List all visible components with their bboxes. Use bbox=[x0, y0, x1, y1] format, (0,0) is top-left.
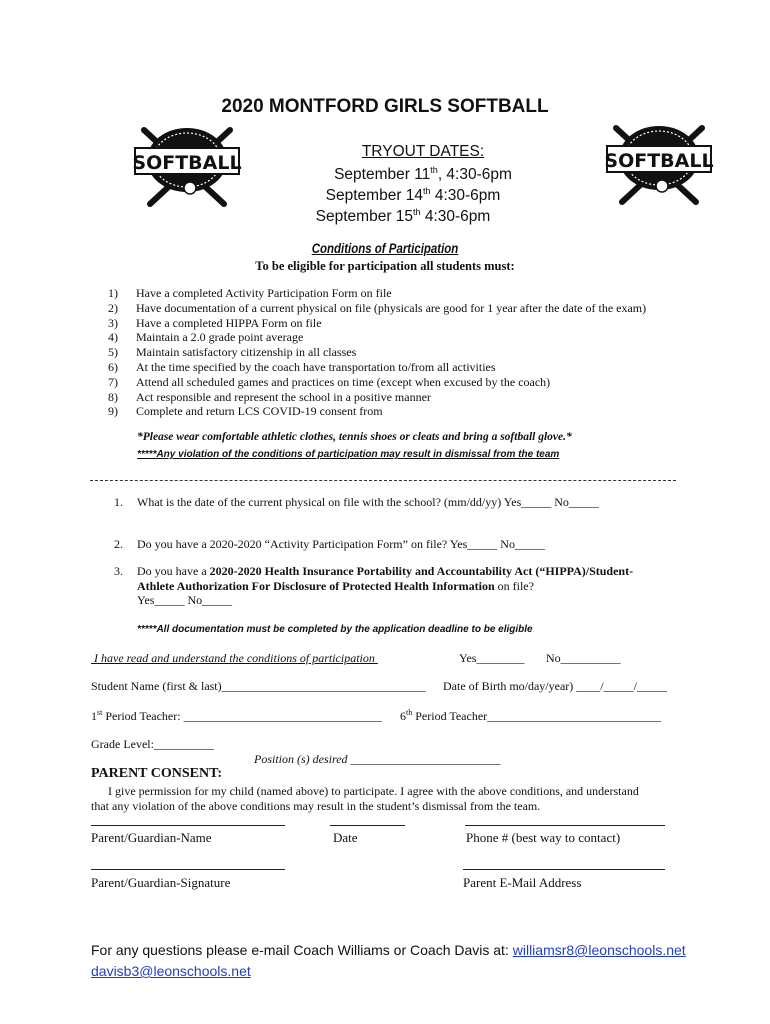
question-2: 2. Do you have a 2020-2020 “Activity Participation Form” on file? Yes_____ No_____ bbox=[114, 537, 545, 551]
question-3-answer: Yes_____ No_____ bbox=[137, 593, 233, 607]
date-label: Date bbox=[333, 830, 358, 845]
acknowledge-yes[interactable]: Yes________ bbox=[459, 651, 525, 665]
parent-name-label: Parent/Guardian-Name bbox=[91, 830, 212, 845]
list-item: 4) Maintain a 2.0 grade point average bbox=[108, 330, 304, 345]
list-item: 9) Complete and return LCS COVID-19 consent from bbox=[108, 404, 383, 419]
conditions-title: Conditions of Participation bbox=[311, 241, 459, 256]
list-item: 8) Act responsible and represent the school in a positive manner bbox=[108, 389, 431, 404]
footer-contact bbox=[91, 940, 686, 982]
parent-signature-line[interactable] bbox=[91, 869, 285, 870]
parent-consent-text: I give permission for my child (named above) to participate. I agree with the above conditions, and understand that any violation of the above conditions may result in the student’s dismissal from the team. bbox=[91, 784, 639, 813]
first-period-teacher-field[interactable]: 1st Period Teacher: _________________________________ bbox=[91, 708, 382, 723]
tryout-date-2: September 14th 4:30-6pm bbox=[325, 186, 501, 205]
divider bbox=[90, 480, 676, 481]
phone-line[interactable] bbox=[465, 825, 665, 826]
list-item: 5) Maintain satisfactory citizenship in all classes bbox=[108, 345, 357, 360]
parent-signature-label: Parent/Guardian-Signature bbox=[91, 875, 231, 890]
list-item: 7) Attend all scheduled games and practices on time (except when excused by the coach) bbox=[108, 374, 551, 389]
date-line[interactable] bbox=[330, 825, 405, 826]
sixth-period-teacher-field[interactable]: 6th Period Teacher_____________________________ bbox=[400, 708, 662, 723]
list-item: 2) Have documentation of a current physical on file (physicals are good for 1 year after the date of the exam) bbox=[108, 300, 647, 315]
tryout-date-3: September 15th 4:30-6pm bbox=[315, 207, 491, 226]
tryout-date-1: September 11th, 4:30-6pm bbox=[334, 165, 512, 184]
clothing-note: *Please wear comfortable athletic clothes, tennis shoes or cleats and bring a softball glove.* bbox=[137, 431, 572, 443]
date-of-birth-field[interactable]: Date of Birth mo/day/year) ____/_____/_____ bbox=[443, 679, 667, 693]
tryout-heading: TRYOUT DATES: bbox=[361, 143, 485, 160]
list-item: 3) Have a completed HIPPA Form on file bbox=[108, 315, 322, 330]
logo-text: SOFTBALL bbox=[604, 150, 714, 172]
parent-email-label: Parent E-Mail Address bbox=[463, 875, 582, 890]
parent-consent-heading: PARENT CONSENT: bbox=[91, 766, 223, 781]
footer-text: For any questions please e-mail Coach Williams or Coach Davis at: bbox=[91, 942, 513, 958]
acknowledge-label: I have read and understand the conditions of participation bbox=[94, 651, 375, 665]
parent-email-line[interactable] bbox=[463, 869, 665, 870]
page-title: 2020 MONTFORD GIRLS SOFTBALL bbox=[221, 96, 549, 117]
acknowledge-no[interactable]: No__________ bbox=[546, 651, 621, 665]
position-field[interactable]: Position (s) desired _________________________ bbox=[254, 752, 501, 766]
list-item: 6) At the time specified by the coach have transportation to/from all activities bbox=[108, 359, 496, 374]
list-item: 1) Have a completed Activity Participation Form on file bbox=[108, 286, 392, 300]
deadline-note: *****All documentation must be completed by the application deadline to be eligible bbox=[137, 624, 533, 635]
logo-text: SOFTBALL bbox=[132, 152, 242, 174]
question-3: 3. Do you have a 2020-2020 Health Insurance Portability and Accountability Act (“HIPPA)/Student-Athlete Authorization For Disclosure of Protected Health Information on file? Yes_____ No_____ bbox=[114, 564, 634, 607]
student-name-field[interactable]: Student Name (first & last)__________________________________ bbox=[91, 679, 426, 693]
email-link-williams[interactable]: williamsr8@leonschools.net bbox=[512, 942, 686, 958]
violation-note: *****Any violation of the conditions of participation may result in dismissal from the team bbox=[137, 449, 560, 460]
phone-label: Phone # (best way to contact) bbox=[466, 830, 621, 845]
email-link-davis[interactable]: davisb3@leonschools.net bbox=[91, 963, 251, 979]
question-1: 1. What is the date of the current physical on file with the school? (mm/dd/yy) Yes_____ No_____ bbox=[114, 495, 599, 509]
conditions-intro: To be eligible for participation all students must: bbox=[255, 259, 515, 273]
parent-name-line[interactable] bbox=[91, 825, 285, 826]
conditions-list bbox=[108, 286, 646, 419]
grade-level-field[interactable]: Grade Level:__________ bbox=[91, 737, 214, 751]
